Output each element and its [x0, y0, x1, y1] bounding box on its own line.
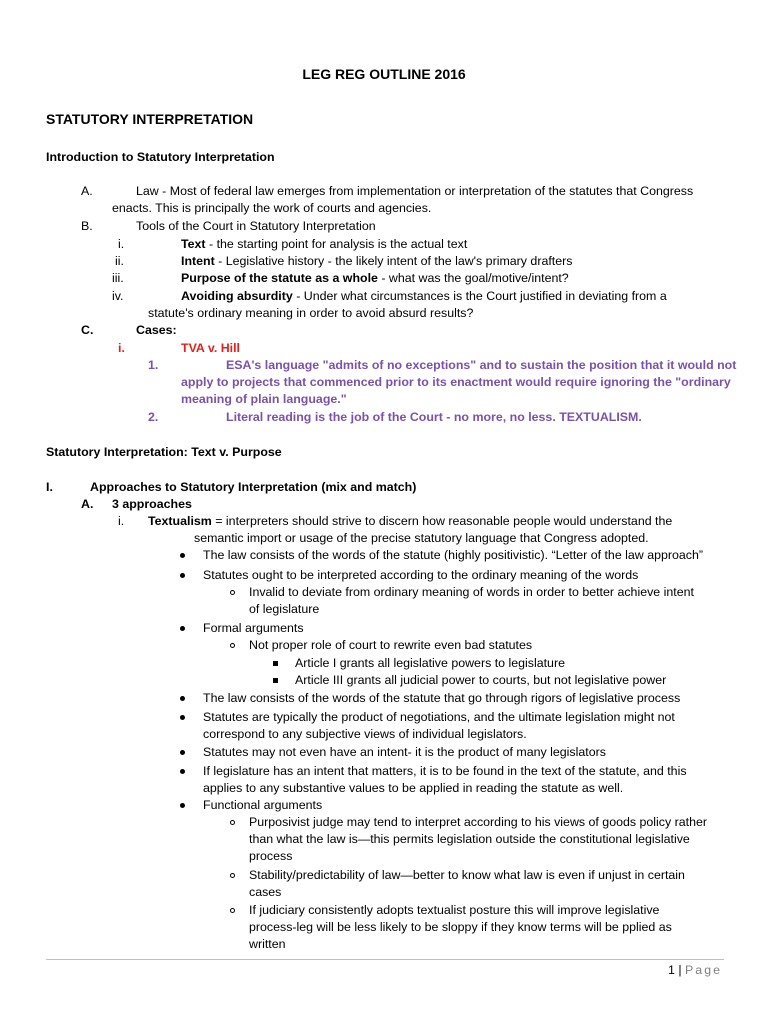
- bullet-text: Stability/predictability of law—better to know what law is even if unjust in certain: [249, 868, 685, 882]
- bullet-circle-icon: [230, 873, 235, 878]
- bullet-circle-icon: [230, 590, 235, 595]
- outline-text: Avoiding absurdity - Under what circumstances is the Court justified in deviating from a: [181, 289, 667, 303]
- bullet-text: If judiciary consistently adopts textualist posture this will improve legislative: [249, 903, 660, 917]
- bullet-circle-icon: [230, 908, 235, 913]
- bullet-square-icon: [273, 678, 278, 683]
- footer-divider: [46, 959, 724, 960]
- outline-marker: iii.: [112, 271, 124, 285]
- outline-text: Tools of the Court in Statutory Interpretation: [136, 219, 376, 233]
- outline-text: Cases:: [136, 323, 177, 337]
- bullet-text: Purposivist judge may tend to interpret according to his views of goods policy rather: [249, 815, 707, 829]
- bullet-text: correspond to any subjective views of individual legislators.: [203, 727, 527, 741]
- footer-separator: |: [678, 963, 682, 977]
- outline-marker: i.: [118, 237, 125, 251]
- document-title: LEG REG OUTLINE 2016: [302, 66, 466, 82]
- bullet-text: cases: [249, 885, 282, 899]
- case-name: TVA v. Hill: [181, 341, 240, 355]
- bullet-dot-icon: [180, 715, 185, 720]
- outline-text: semantic import or usage of the precise statutory language that Congress adopted.: [194, 531, 649, 545]
- outline-marker: C.: [81, 323, 94, 337]
- outline-marker: A.: [81, 497, 94, 511]
- bullet-text: Formal arguments: [203, 621, 304, 635]
- section-title: STATUTORY INTERPRETATION: [46, 111, 254, 127]
- bullet-text: process: [249, 849, 293, 863]
- text-purpose-heading: Statutory Interpretation: Text v. Purpose: [46, 445, 282, 459]
- bullet-dot-icon: [180, 750, 185, 755]
- bullet-dot-icon: [180, 696, 185, 701]
- outline-marker: ii.: [115, 254, 124, 268]
- outline-text: enacts. This is principally the work of courts and agencies.: [112, 201, 432, 215]
- outline-text: Law - Most of federal law emerges from implementation or interpretation of the statutes that Congress: [136, 184, 694, 198]
- case-marker: i.: [118, 341, 125, 355]
- bullet-text: than what the law is—this permits legislation outside the constitutional legislative: [249, 832, 690, 846]
- outline-marker: B.: [81, 219, 93, 233]
- bullet-text: The law consists of the words of the statute (highly positivistic). “Letter of the law approach”: [203, 548, 703, 562]
- case-point-text: meaning of plain language.": [181, 392, 347, 406]
- case-point-marker: 2.: [148, 410, 159, 424]
- bullet-text: written: [249, 937, 286, 951]
- outline-text: Text - the starting point for analysis is the actual text: [181, 237, 468, 251]
- bullet-circle-icon: [230, 820, 235, 825]
- bullet-text: If legislature has an intent that matters, it is to be found in the text of the statute, and this: [203, 764, 687, 778]
- case-point-text: ESA's language "admits of no exceptions" and to sustain the position that it would not: [226, 358, 737, 372]
- outline-text: Purpose of the statute as a whole - what was the goal/motive/intent?: [181, 271, 569, 285]
- page-number: 1: [668, 963, 675, 977]
- bullet-text: The law consists of the words of the statute that go through rigors of legislative process: [203, 691, 681, 705]
- bullet-text: Article I grants all legislative powers to legislature: [295, 656, 565, 670]
- case-point-marker: 1.: [148, 358, 159, 372]
- outline-marker: iv.: [112, 289, 124, 303]
- bullet-dot-icon: [180, 769, 185, 774]
- bullet-text: Statutes may not even have an intent- it is the product of many legislators: [203, 745, 606, 759]
- outline-text: Intent - Legislative history - the likely intent of the law's primary drafters: [181, 254, 573, 268]
- bullet-text: Invalid to deviate from ordinary meaning of words in order to better achieve intent: [249, 585, 694, 599]
- outline-text: 3 approaches: [112, 497, 192, 511]
- case-point-text: Literal reading is the job of the Court - no more, no less. TEXTUALISM.: [226, 410, 642, 424]
- outline-text: statute's ordinary meaning in order to avoid absurd results?: [148, 306, 474, 320]
- page-label: Page: [685, 963, 722, 977]
- bullet-dot-icon: [180, 803, 185, 808]
- outline-marker: A.: [81, 184, 93, 198]
- outline-marker: I.: [46, 480, 53, 494]
- outline-marker: i.: [118, 514, 125, 528]
- bullet-text: of legislature: [249, 602, 320, 616]
- page-footer: [668, 962, 722, 979]
- bullet-square-icon: [273, 661, 278, 666]
- bullet-text: applies to any substantive values to be applied in reading the statute as well.: [203, 781, 624, 795]
- bullet-text: process-leg will be less likely to be sloppy if they know terms will be pplied as: [249, 920, 672, 934]
- intro-heading: Introduction to Statutory Interpretation: [46, 150, 275, 164]
- outline-text: Approaches to Statutory Interpretation (mix and match): [90, 480, 417, 494]
- bullet-circle-icon: [230, 643, 235, 648]
- case-point-text: apply to projects that commenced prior to its enactment would require ignoring the "ordinary: [181, 375, 731, 389]
- bullet-dot-icon: [180, 573, 185, 578]
- bullet-text: Functional arguments: [203, 798, 323, 812]
- bullet-dot-icon: [180, 626, 185, 631]
- bullet-text: Article III grants all judicial power to courts, but not legislative power: [295, 673, 667, 687]
- outline-text: Textualism = interpreters should strive to discern how reasonable people would understand the: [148, 514, 673, 528]
- bullet-text: Statutes are typically the product of negotiations, and the ultimate legislation might not: [203, 710, 675, 724]
- bullet-dot-icon: [180, 553, 185, 558]
- bullet-text: Statutes ought to be interpreted according to the ordinary meaning of the words: [203, 568, 639, 582]
- bullet-text: Not proper role of court to rewrite even bad statutes: [249, 638, 533, 652]
